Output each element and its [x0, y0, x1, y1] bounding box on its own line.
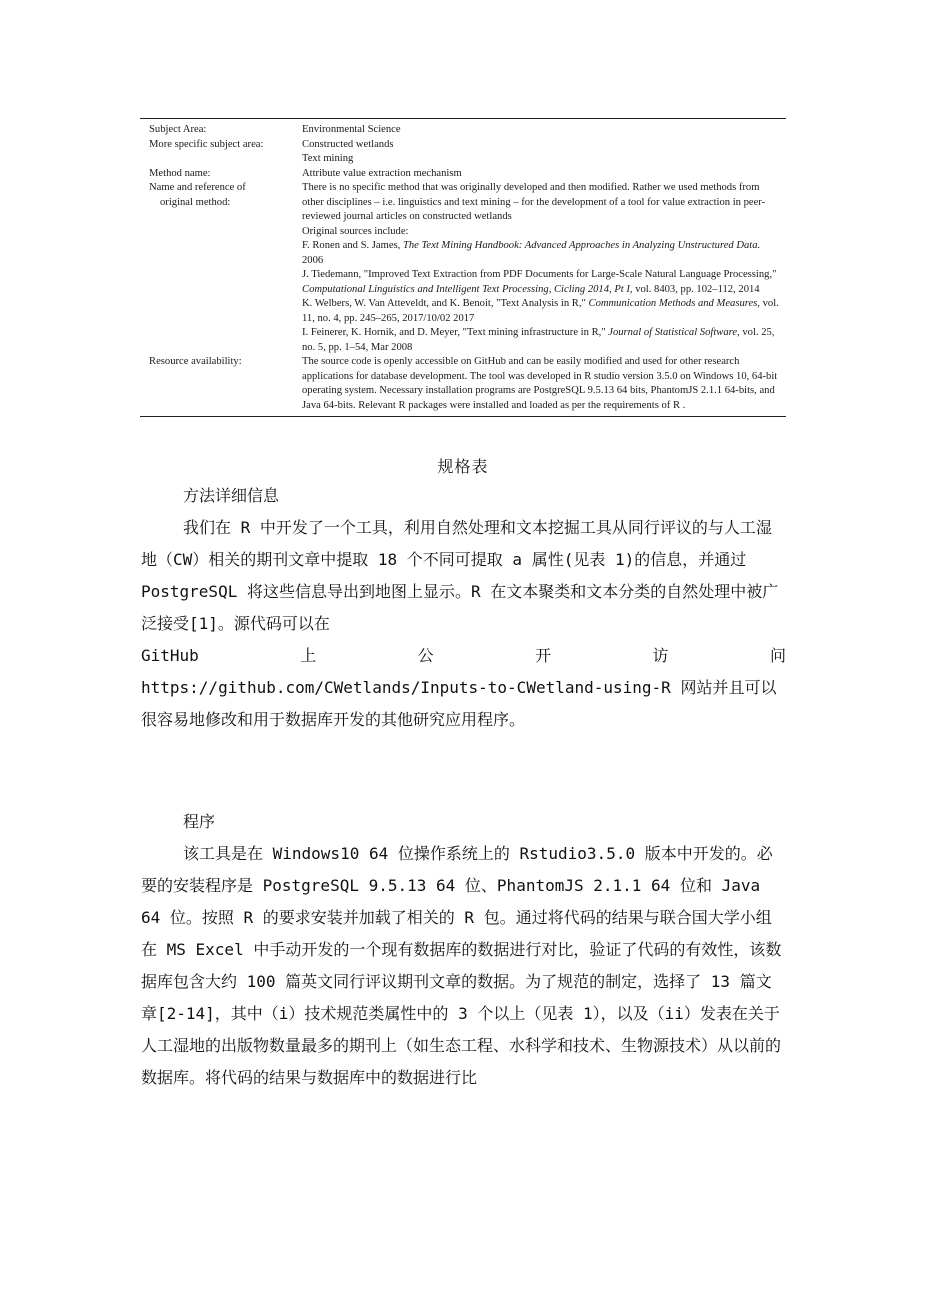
- paragraph: 我们在 R 中开发了一个工具，利用自然处理和文本挖掘工具从同行评议的与人工湿地（CW）相关的期刊文章中提取 18 个不同可提取 a 属性(见表 1)的信息，并通过 PostgreSQL 将这些信息导出到地图上显示。R 在文本聚类和文本分类的自然处理中被广泛接受[1]。源代码可以在: [141, 518, 779, 633]
- specification-table: [140, 118, 786, 417]
- section-heading: 程序: [183, 812, 216, 831]
- spec-value: Constructed wetlands: [302, 138, 394, 150]
- reference-1: F. Ronen and S. James, The Text Mining Handbook: Advanced Approaches in Analyzing Unstructured Data. 2006: [302, 240, 761, 266]
- reference-3: K. Welbers, W. Van Atteveldt, and K. Benoit, "Text Analysis in R," Communication Methods and Measures, vol. 11, no. 4, pp. 245–265, 2017/10/02 2017: [302, 298, 779, 324]
- spec-row-name-reference: [140, 181, 786, 355]
- reference-4: I. Feinerer, K. Hornik, and D. Meyer, "Text mining infrastructure in R," Journal of Statistical Software, vol. 25, no. 5, pp. 1–54, Mar 2008: [302, 327, 775, 353]
- spread-line: GitHub 上 公 开 访 问: [141, 646, 786, 665]
- sources-label: Original sources include:: [302, 225, 409, 237]
- paragraph: 该工具是在 Windows10 64 位操作系统上的 Rstudio3.5.0 版本中开发的。必要的安装程序是 PostgreSQL 9.5.13 64 位、PhantomJS 2.1.1 64 位和 Java 64 位。按照 R 的要求安装并加载了相关的 R 包。通过将代码的结果与联合国大学小组在 MS Excel 中手动开发的一个现有数据库的数据进行对比，验证了代码的有效性，该数据库包含大约 100 篇英文同行评议期刊文章的数据。为了规范的制定，选择了 13 篇文章[2-14]，其中（i）技术规范类属性中的 3 个以上（见表 1），以及（ii）发表在关于人工湿地的出版物数量最多的期刊上（如生态工程、水科学和技术、生物源技术）从以前的数据库。将代码的结果与数据库中的数据进行比: [141, 844, 782, 1087]
- spec-row-specific-area-2: [140, 152, 786, 167]
- spec-key: [140, 181, 302, 355]
- spec-row-method-name: [140, 167, 786, 182]
- spec-row-resource: [140, 355, 786, 413]
- spec-value: Attribute value extraction mechanism: [302, 167, 462, 179]
- spec-key-line2: original method:: [160, 196, 231, 208]
- method-intro: There is no specific method that was originally developed and then modified. Rather we used methods from other disciplines – i.e. linguistics and text mining – for the development of a tool for value extraction in peer-reviewed journal articles on constructed wetlands: [302, 182, 766, 222]
- spec-key: Method name:: [149, 167, 211, 179]
- spec-key-line1: Name and reference of: [149, 182, 246, 193]
- spec-value: Text mining: [302, 153, 354, 164]
- spec-value: [302, 181, 786, 355]
- paragraph-cont: https://github.com/CWetlands/Inputs-to-CWetland-using-R 网站并且可以很容易地修改和用于数据库开发的其他研究应用程序。: [141, 678, 777, 729]
- spec-row-subject-area: [140, 123, 786, 138]
- section-heading: 方法详细信息: [183, 486, 280, 505]
- spec-key: More specific subject area:: [149, 138, 264, 150]
- reference-2: J. Tiedemann, "Improved Text Extraction from PDF Documents for Large-Scale Natural Language Processing," Computational Linguistics and Intelligent Text Processing, Cicling 2014, Pt I, vol. 8403, pp. 102–112, 2014: [302, 269, 777, 295]
- spec-key: Subject Area:: [149, 124, 207, 135]
- section-method-details: [141, 480, 786, 736]
- section-procedure: [141, 806, 786, 1094]
- table-caption: 规格表: [437, 457, 489, 476]
- spec-key: Resource availability:: [149, 356, 242, 367]
- spec-value: The source code is openly accessible on GitHub and can be easily modified and used for other research applications for database development. The tool was developed in R studio version 3.5.0 on Windows 10, 64-bit operating system. Necessary installation programs are PostgreSQL 9.5.13 64 bits, PhantomJS 2.1.1 64-bits, and Java 64-bits. Relevant R packages were installed and loaded as per the requirements of R .: [302, 356, 778, 411]
- spec-value: Environmental Science: [302, 124, 401, 135]
- spec-row-specific-area: [140, 138, 786, 153]
- spec-key: [140, 152, 302, 167]
